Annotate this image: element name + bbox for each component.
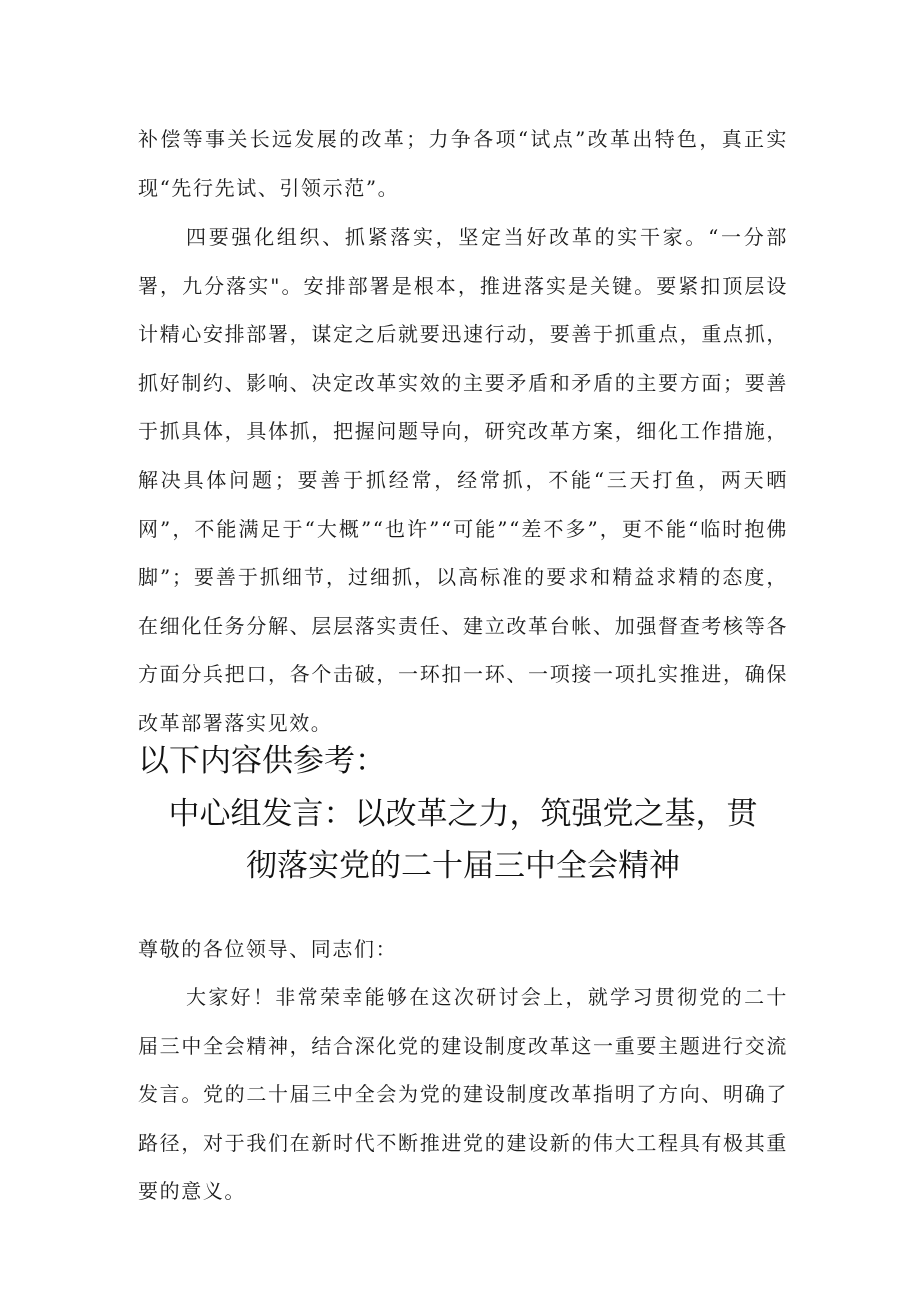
- greeting: 尊敬的各位领导、同志们：: [138, 937, 398, 961]
- speech-title: [138, 788, 788, 892]
- paragraph-reform-pilot: 补偿等事关长远发展的改革；力争各项“试点”改革出特色，真正实现“先行先试、引领示范”。: [138, 127, 788, 200]
- reference-label: 以下内容供参考：: [138, 743, 386, 779]
- speech-title-line-1: 中心组发言：以改革之力，筑强党之基，贯: [168, 796, 758, 832]
- paragraph-opening-remarks: 大家好！非常荣幸能够在这次研讨会上，就学习贯彻党的二十届三中全会精神，结合深化党的建设制度改革这一重要主题进行交流发言。党的二十届三中全会为党的建设制度改革指明了方向、明确了路径，对于我们在新时代不断推进党的建设新的伟大工程具有极其重要的意义。: [138, 985, 788, 1204]
- speech-title-line-2: 彻落实党的二十届三中全会精神: [246, 848, 680, 884]
- paragraph-organize-implement: 四要强化组织、抓紧落实，坚定当好改革的实干家。“一分部署，九分落实"。安排部署是根本，推进落实是关键。要紧扣顶层设计精心安排部署，谋定之后就要迅速行动，要善于抓重点，重点抓，抓好制约、影响、决定改革实效的主要矛盾和矛盾的主要方面；要善于抓具体，具体抓，把握问题导向，研究改革方案，细化工作措施，解决具体问题；要善于抓经常，经常抓，不能“三天打鱼，两天晒网”，不能满足于“大概”“也许”“可能”“差不多”，更不能“临时抱佛脚”；要善于抓细节，过细抓，以高标准的要求和精益求精的态度，在细化任务分解、层层落实责任、建立改革台帐、加强督查考核等各方面分兵把口，各个击破，一环扣一环、一项接一项扎实推进，确保改革部署落实见效。: [138, 225, 788, 735]
